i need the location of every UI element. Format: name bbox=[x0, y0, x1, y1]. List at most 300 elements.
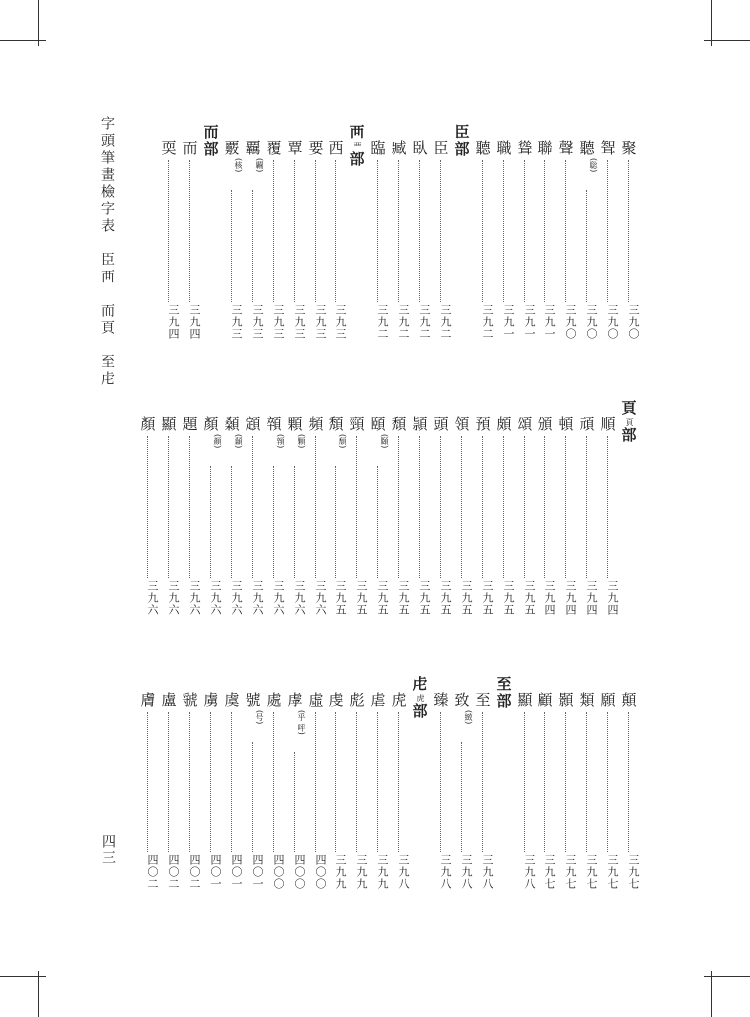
entry-page: 四〇二 bbox=[188, 854, 201, 890]
index-entry bbox=[430, 692, 452, 902]
entry-page: 三九六 bbox=[272, 580, 285, 616]
index-entry bbox=[472, 140, 494, 352]
leader-dots bbox=[356, 712, 357, 852]
leader-dots bbox=[398, 712, 399, 852]
entry-char: 順 bbox=[600, 415, 616, 433]
entry-char: 聯 bbox=[537, 139, 553, 157]
index-entry bbox=[472, 416, 494, 628]
entry-page: 三九八 bbox=[481, 854, 494, 890]
index-entry bbox=[514, 692, 536, 902]
entry-page: 三九五 bbox=[502, 580, 515, 616]
running-title: 字頭筆畫檢字表 臣襾 而頁 至虍 bbox=[99, 116, 115, 388]
entry-char: 頹 bbox=[391, 415, 407, 433]
entry-char: 頤 bbox=[370, 415, 386, 433]
entry-char: 頒 bbox=[537, 415, 553, 433]
leader-dots bbox=[294, 752, 295, 852]
index-entry bbox=[221, 692, 243, 902]
entry-char: 頴 bbox=[412, 415, 428, 433]
entry-char: 虖 bbox=[287, 691, 303, 709]
entry-page: 三九三 bbox=[293, 304, 306, 340]
index-entry bbox=[514, 140, 536, 352]
entry-page: 三九七 bbox=[627, 854, 640, 890]
index-entry bbox=[514, 416, 536, 628]
radical-variant: 覀 bbox=[353, 142, 362, 150]
radical-char: 頁 bbox=[621, 399, 637, 417]
index-entry bbox=[325, 416, 347, 628]
radical-label: 部 bbox=[496, 692, 512, 710]
entry-page: 四〇一 bbox=[251, 854, 264, 890]
leader-dots bbox=[503, 160, 504, 302]
leader-dots bbox=[440, 712, 441, 852]
entry-page: 三九五 bbox=[439, 580, 452, 616]
entry-char: 覃 bbox=[287, 139, 303, 157]
entry-page: 三九〇 bbox=[585, 304, 598, 340]
entry-char: 願 bbox=[600, 691, 616, 709]
entry-page: 四〇一 bbox=[230, 854, 243, 890]
index-entry bbox=[158, 416, 180, 628]
index-entry bbox=[242, 140, 264, 352]
entry-variant: (頥) bbox=[380, 434, 389, 449]
entry-variant: (覊) bbox=[255, 158, 264, 173]
index-entry bbox=[242, 416, 264, 628]
entry-page: 三九八 bbox=[397, 854, 410, 890]
index-entry bbox=[305, 416, 327, 628]
index-entry bbox=[451, 692, 473, 902]
entry-char: 虔 bbox=[328, 691, 344, 709]
radical-label: 部 bbox=[203, 140, 219, 158]
entry-char: 臥 bbox=[412, 139, 428, 157]
page-number: 四三 bbox=[100, 834, 116, 866]
index-entry bbox=[158, 692, 180, 902]
entry-page: 三九七 bbox=[564, 854, 577, 890]
entry-char: 職 bbox=[496, 139, 512, 157]
entry-variant: (顇) bbox=[276, 434, 285, 449]
leader-dots bbox=[544, 436, 545, 578]
leader-dots bbox=[461, 742, 462, 852]
entry-char: 顁 bbox=[245, 415, 261, 433]
radical-heading bbox=[450, 124, 474, 158]
entry-page: 三九五 bbox=[397, 580, 410, 616]
entry-page: 三九二 bbox=[418, 304, 431, 340]
entry-char: 顏 bbox=[140, 415, 156, 433]
index-entry bbox=[451, 416, 473, 628]
entry-page: 四〇〇 bbox=[293, 854, 306, 890]
index-entry bbox=[493, 416, 515, 628]
leader-dots bbox=[544, 160, 545, 302]
entry-page: 三九九 bbox=[334, 854, 347, 890]
crop-mark bbox=[0, 976, 46, 977]
index-entry bbox=[576, 140, 598, 352]
index-entry bbox=[367, 140, 389, 352]
radical-char: 臣 bbox=[454, 123, 470, 141]
entry-page: 三九六 bbox=[188, 580, 201, 616]
entry-page: 三九八 bbox=[439, 854, 452, 890]
entry-page: 三九六 bbox=[209, 580, 222, 616]
leader-dots bbox=[419, 160, 420, 302]
index-entry bbox=[597, 692, 619, 902]
radical-heading bbox=[492, 676, 516, 710]
index-entry bbox=[158, 140, 180, 352]
entry-char: 要 bbox=[308, 139, 324, 157]
index-entry bbox=[221, 140, 243, 352]
index-entry bbox=[263, 692, 285, 902]
entry-page: 三九九 bbox=[355, 854, 368, 890]
entry-char: 頻 bbox=[308, 415, 324, 433]
leader-dots bbox=[252, 436, 253, 578]
entry-char: 頓 bbox=[558, 415, 574, 433]
index-entry bbox=[137, 416, 159, 628]
entry-page: 三九八 bbox=[460, 854, 473, 890]
entry-page: 三九三 bbox=[251, 304, 264, 340]
entry-page: 三九六 bbox=[314, 580, 327, 616]
radical-heading bbox=[199, 124, 223, 158]
index-entry bbox=[221, 416, 243, 628]
entry-char: 虎 bbox=[391, 691, 407, 709]
index-entry bbox=[534, 416, 556, 628]
leader-dots bbox=[628, 160, 629, 302]
leader-dots bbox=[544, 712, 545, 852]
leader-dots bbox=[482, 436, 483, 578]
entry-char: 覆 bbox=[266, 139, 282, 157]
entry-char: 彪 bbox=[349, 691, 365, 709]
entry-char: 膚 bbox=[140, 691, 156, 709]
entry-char: 顇 bbox=[266, 415, 282, 433]
index-entry bbox=[597, 416, 619, 628]
leader-dots bbox=[168, 712, 169, 852]
entry-char: 題 bbox=[182, 415, 198, 433]
entry-variant: (顆) bbox=[297, 434, 306, 449]
leader-dots bbox=[189, 160, 190, 302]
index-entry bbox=[346, 416, 368, 628]
entry-char: 覊 bbox=[245, 139, 261, 157]
leader-dots bbox=[189, 712, 190, 852]
entry-char: 顛 bbox=[621, 691, 637, 709]
entry-page: 三九三 bbox=[230, 304, 243, 340]
leader-dots bbox=[607, 160, 608, 302]
entry-char: 聳 bbox=[517, 139, 533, 157]
entry-char: 臨 bbox=[370, 139, 386, 157]
entry-page: 三九八 bbox=[523, 854, 536, 890]
entry-page: 三九〇 bbox=[606, 304, 619, 340]
leader-dots bbox=[586, 436, 587, 578]
entry-page: 三九六 bbox=[251, 580, 264, 616]
entry-page: 三九六 bbox=[293, 580, 306, 616]
index-entry bbox=[576, 692, 598, 902]
entry-char: 聚 bbox=[621, 139, 637, 157]
radical-char: 而 bbox=[203, 123, 219, 141]
entry-char: 致 bbox=[454, 691, 470, 709]
entry-variant: (顙) bbox=[234, 434, 243, 449]
index-entry bbox=[597, 140, 619, 352]
index-entry bbox=[305, 140, 327, 352]
leader-dots bbox=[252, 742, 253, 852]
entry-page: 四〇二 bbox=[167, 854, 180, 890]
leader-dots bbox=[168, 160, 169, 302]
entry-char: 顯 bbox=[161, 415, 177, 433]
entry-char: 顧 bbox=[537, 691, 553, 709]
entry-variant: (聡) bbox=[589, 158, 598, 173]
entry-page: 三九三 bbox=[314, 304, 327, 340]
entry-char: 顆 bbox=[287, 415, 303, 433]
index-entry bbox=[534, 140, 556, 352]
leader-dots bbox=[398, 436, 399, 578]
radical-variant: 頁 bbox=[625, 418, 634, 426]
leader-dots bbox=[231, 466, 232, 578]
index-entry bbox=[137, 692, 159, 902]
radical-heading bbox=[408, 676, 432, 720]
entry-variant: (緻) bbox=[464, 710, 473, 725]
entry-page: 三九六 bbox=[167, 580, 180, 616]
radical-label: 部 bbox=[621, 426, 637, 444]
entry-char: 頸 bbox=[349, 415, 365, 433]
entry-page: 三九六 bbox=[146, 580, 159, 616]
entry-page: 三九三 bbox=[272, 304, 285, 340]
entry-char: 西 bbox=[328, 139, 344, 157]
crop-mark bbox=[711, 971, 712, 1017]
entry-char: 虜 bbox=[203, 691, 219, 709]
entry-page: 四〇一 bbox=[209, 854, 222, 890]
entry-variant: (顏) bbox=[213, 434, 222, 449]
entry-char: 而 bbox=[182, 139, 198, 157]
entry-char: 頌 bbox=[517, 415, 533, 433]
entry-char: 頽 bbox=[328, 415, 344, 433]
entry-page: 三九四 bbox=[188, 304, 201, 340]
entry-char: 盧 bbox=[161, 691, 177, 709]
leader-dots bbox=[419, 436, 420, 578]
leader-dots bbox=[377, 712, 378, 852]
index-entry bbox=[263, 416, 285, 628]
leader-dots bbox=[440, 436, 441, 578]
leader-dots bbox=[335, 160, 336, 302]
entry-page: 三九〇 bbox=[627, 304, 640, 340]
index-entry bbox=[305, 692, 327, 902]
leader-dots bbox=[356, 436, 357, 578]
index-entry bbox=[284, 692, 306, 902]
entry-char: 頭 bbox=[433, 415, 449, 433]
entry-page: 三九四 bbox=[167, 304, 180, 340]
index-entry bbox=[472, 692, 494, 902]
entry-char: 臧 bbox=[391, 139, 407, 157]
entry-page: 四〇〇 bbox=[314, 854, 327, 890]
leader-dots bbox=[503, 436, 504, 578]
entry-page: 四〇二 bbox=[146, 854, 159, 890]
entry-char: 聟 bbox=[600, 139, 616, 157]
index-entry bbox=[242, 692, 264, 902]
entry-page: 三九二 bbox=[376, 304, 389, 340]
entry-char: 聲 bbox=[558, 139, 574, 157]
radical-char: 虍 bbox=[412, 675, 428, 693]
entry-char: 虞 bbox=[224, 691, 240, 709]
leader-dots bbox=[607, 712, 608, 852]
entry-page: 三九五 bbox=[418, 580, 431, 616]
radical-label: 部 bbox=[349, 150, 365, 168]
leader-dots bbox=[273, 160, 274, 302]
leader-dots bbox=[252, 190, 253, 302]
entry-char: 領 bbox=[454, 415, 470, 433]
index-entry bbox=[576, 416, 598, 628]
entry-page: 三九一 bbox=[502, 304, 515, 340]
leader-dots bbox=[315, 160, 316, 302]
index-entry bbox=[409, 416, 431, 628]
entry-page: 三九二 bbox=[397, 304, 410, 340]
leader-dots bbox=[565, 436, 566, 578]
index-entry bbox=[179, 140, 201, 352]
entry-char: 聽 bbox=[475, 139, 491, 157]
index-entry bbox=[555, 140, 577, 352]
entry-char: 顯 bbox=[517, 691, 533, 709]
entry-page: 三九〇 bbox=[564, 304, 577, 340]
index-entry bbox=[409, 140, 431, 352]
leader-dots bbox=[377, 160, 378, 302]
leader-dots bbox=[147, 436, 148, 578]
leader-dots bbox=[231, 190, 232, 302]
index-entry bbox=[388, 692, 410, 902]
leader-dots bbox=[273, 466, 274, 578]
crop-mark bbox=[38, 971, 39, 1017]
index-entry bbox=[263, 140, 285, 352]
leader-dots bbox=[482, 712, 483, 852]
leader-dots bbox=[565, 712, 566, 852]
leader-dots bbox=[335, 712, 336, 852]
entry-char: 類 bbox=[579, 691, 595, 709]
radical-heading bbox=[345, 124, 369, 168]
index-entry bbox=[325, 692, 347, 902]
radical-char: 襾 bbox=[349, 123, 365, 141]
entry-page: 三九五 bbox=[376, 580, 389, 616]
entry-page: 三九五 bbox=[355, 580, 368, 616]
entry-page: 三九九 bbox=[376, 854, 389, 890]
entry-page: 三九六 bbox=[230, 580, 243, 616]
entry-char: 號 bbox=[245, 691, 261, 709]
entry-page: 三九七 bbox=[585, 854, 598, 890]
leader-dots bbox=[168, 436, 169, 578]
index-entry bbox=[346, 692, 368, 902]
index-entry bbox=[200, 416, 222, 628]
entry-page: 三九四 bbox=[564, 580, 577, 616]
index-entry bbox=[284, 416, 306, 628]
index-entry bbox=[430, 416, 452, 628]
entry-char: 顏 bbox=[203, 415, 219, 433]
entry-char: 顥 bbox=[558, 691, 574, 709]
index-entry bbox=[534, 692, 556, 902]
leader-dots bbox=[335, 466, 336, 578]
entry-page: 三九五 bbox=[460, 580, 473, 616]
entry-char: 臻 bbox=[433, 691, 449, 709]
entry-page: 三九四 bbox=[585, 580, 598, 616]
index-entry bbox=[325, 140, 347, 352]
entry-char: 虐 bbox=[370, 691, 386, 709]
entry-char: 虢 bbox=[182, 691, 198, 709]
leader-dots bbox=[524, 436, 525, 578]
leader-dots bbox=[294, 160, 295, 302]
leader-dots bbox=[398, 160, 399, 302]
entry-page: 三九二 bbox=[439, 304, 452, 340]
leader-dots bbox=[294, 466, 295, 578]
leader-dots bbox=[231, 712, 232, 852]
entry-char: 耎 bbox=[161, 139, 177, 157]
crop-mark bbox=[0, 40, 46, 41]
entry-page: 三九七 bbox=[606, 854, 619, 890]
entry-page: 三九一 bbox=[523, 304, 536, 340]
leader-dots bbox=[440, 160, 441, 302]
crop-mark bbox=[704, 40, 750, 41]
entry-page: 三九五 bbox=[523, 580, 536, 616]
index-entry bbox=[555, 692, 577, 902]
leader-dots bbox=[524, 160, 525, 302]
leader-dots bbox=[607, 436, 608, 578]
index-entry bbox=[200, 692, 222, 902]
entry-char: 頗 bbox=[496, 415, 512, 433]
leader-dots bbox=[377, 466, 378, 578]
radical-char: 至 bbox=[496, 675, 512, 693]
radical-label: 部 bbox=[454, 140, 470, 158]
entry-variant: (乎 呼) bbox=[297, 710, 306, 735]
index-entry bbox=[388, 416, 410, 628]
entry-char: 處 bbox=[266, 691, 282, 709]
entry-char: 虛 bbox=[308, 691, 324, 709]
index-entry bbox=[179, 692, 201, 902]
leader-dots bbox=[210, 712, 211, 852]
entry-page: 三九五 bbox=[334, 580, 347, 616]
leader-dots bbox=[586, 712, 587, 852]
index-entry bbox=[618, 692, 640, 902]
entry-char: 聽 bbox=[579, 139, 595, 157]
leader-dots bbox=[628, 712, 629, 852]
index-entry bbox=[555, 416, 577, 628]
entry-char: 顙 bbox=[224, 415, 240, 433]
entry-char: 至 bbox=[475, 691, 491, 709]
leader-dots bbox=[461, 436, 462, 578]
leader-dots bbox=[315, 712, 316, 852]
index-entry bbox=[430, 140, 452, 352]
entry-page: 三九二 bbox=[481, 304, 494, 340]
leader-dots bbox=[565, 160, 566, 302]
entry-variant: (核) bbox=[234, 158, 243, 173]
crop-mark bbox=[704, 976, 750, 977]
index-entry bbox=[367, 416, 389, 628]
entry-page: 三九四 bbox=[543, 580, 556, 616]
entry-page: 三九一 bbox=[543, 304, 556, 340]
index-entry bbox=[284, 140, 306, 352]
entry-variant: (頹) bbox=[338, 434, 347, 449]
entry-page: 四〇〇 bbox=[272, 854, 285, 890]
entry-page: 三九四 bbox=[606, 580, 619, 616]
entry-page: 三九三 bbox=[334, 304, 347, 340]
radical-variant: 虎 bbox=[416, 694, 425, 702]
index-entry bbox=[179, 416, 201, 628]
entry-char: 覈 bbox=[224, 139, 240, 157]
radical-heading bbox=[617, 400, 641, 444]
leader-dots bbox=[315, 436, 316, 578]
leader-dots bbox=[147, 712, 148, 852]
leader-dots bbox=[482, 160, 483, 302]
leader-dots bbox=[210, 466, 211, 578]
leader-dots bbox=[189, 436, 190, 578]
leader-dots bbox=[586, 190, 587, 302]
entry-char: 預 bbox=[475, 415, 491, 433]
radical-label: 部 bbox=[412, 702, 428, 720]
index-entry bbox=[493, 140, 515, 352]
entry-char: 頑 bbox=[579, 415, 595, 433]
index-entry bbox=[618, 140, 640, 352]
index-entry bbox=[388, 140, 410, 352]
entry-char: 臣 bbox=[433, 139, 449, 157]
index-entry bbox=[367, 692, 389, 902]
entry-page: 三九七 bbox=[543, 854, 556, 890]
entry-page: 三九五 bbox=[481, 580, 494, 616]
entry-variant: (号) bbox=[255, 710, 264, 725]
leader-dots bbox=[524, 712, 525, 852]
